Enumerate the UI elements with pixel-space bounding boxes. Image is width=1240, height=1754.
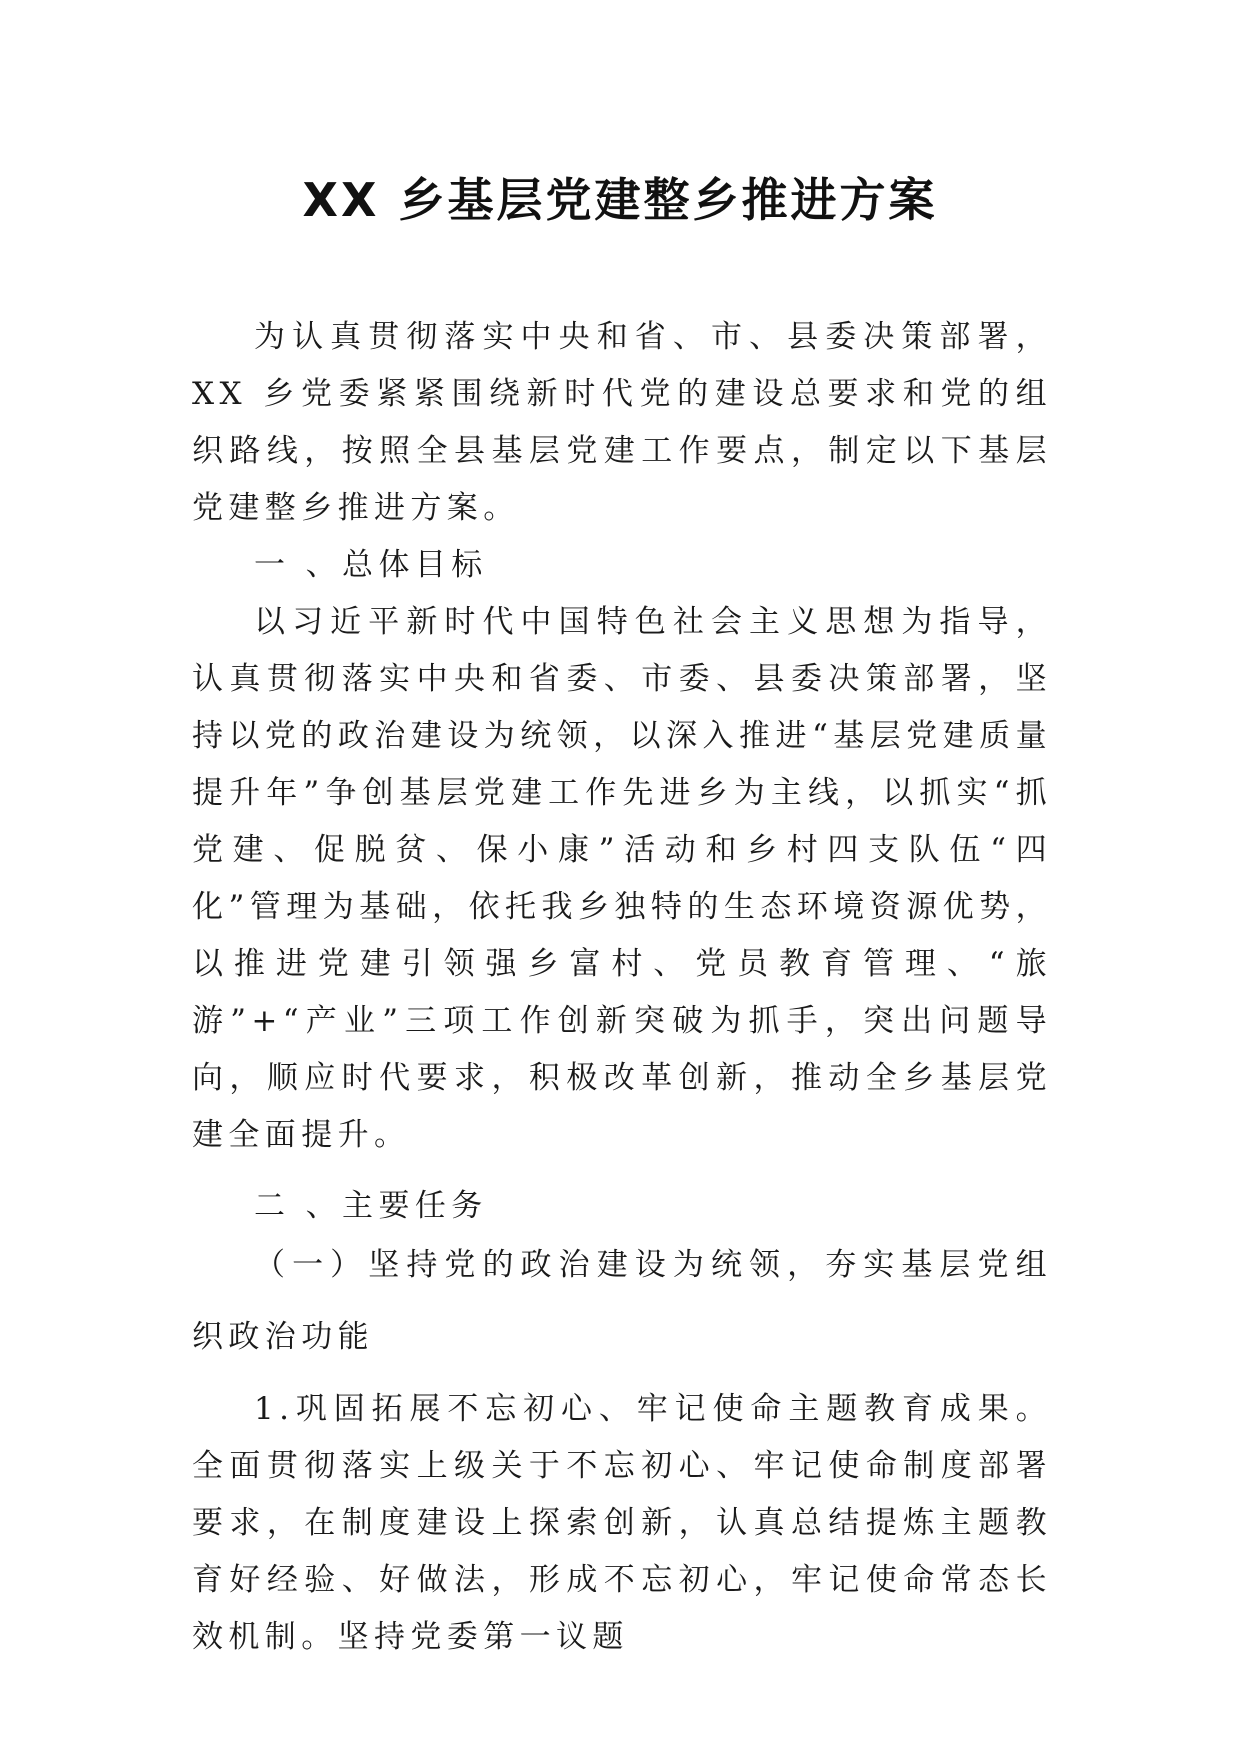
document-title: XX 乡基层党建整乡推进方案: [302, 173, 938, 227]
overall-goal-paragraph: 以习近平新时代中国特色社会主义思想为指导，认真贯彻落实中央和省委、市委、县委决策部署，坚持以党的政治建设为统领，以深入推进“基层党建质量提升年”争创基层党建工作先进乡为主线，以抓实“抓党建、促脱贫、保小康”活动和乡村四支队伍“四化”管理为基础，依托我乡独特的生态环境资源优势，以推进党建引领强乡富村、党员教育管理、“旅游”+“产业”三项工作创新突破为抓手，突出问题导向，顺应时代要求，积极改革创新，推动全乡基层党建全面提升。: [192, 604, 1052, 1153]
task-1-paragraph: 1.巩固拓展不忘初心、牢记使命主题教育成果。全面贯彻落实上级关于不忘初心、牢记使命制度部署要求，在制度建设上探索创新，认真总结提炼主题教育好经验、好做法，形成不忘初心，牢记使命常态长效机制。坚持党委第一议题: [192, 1391, 1052, 1655]
intro-paragraph: 为认真贯彻落实中央和省、市、县委决策部署， XX 乡党委紧紧围绕新时代党的建设总要求和党的组织路线，按照全县基层党建工作要点，制定以下基层党建整乡推进方案。: [192, 319, 1052, 526]
document-body: [192, 309, 1052, 1666]
subsection-heading-political-building: （一）坚持党的政治建设为统领，夯实基层党组织政治功能: [192, 1247, 1052, 1355]
section-heading-overall-goal: 一 、总体目标: [254, 547, 488, 583]
section-heading-main-tasks: 二 、主要任务: [254, 1188, 488, 1224]
